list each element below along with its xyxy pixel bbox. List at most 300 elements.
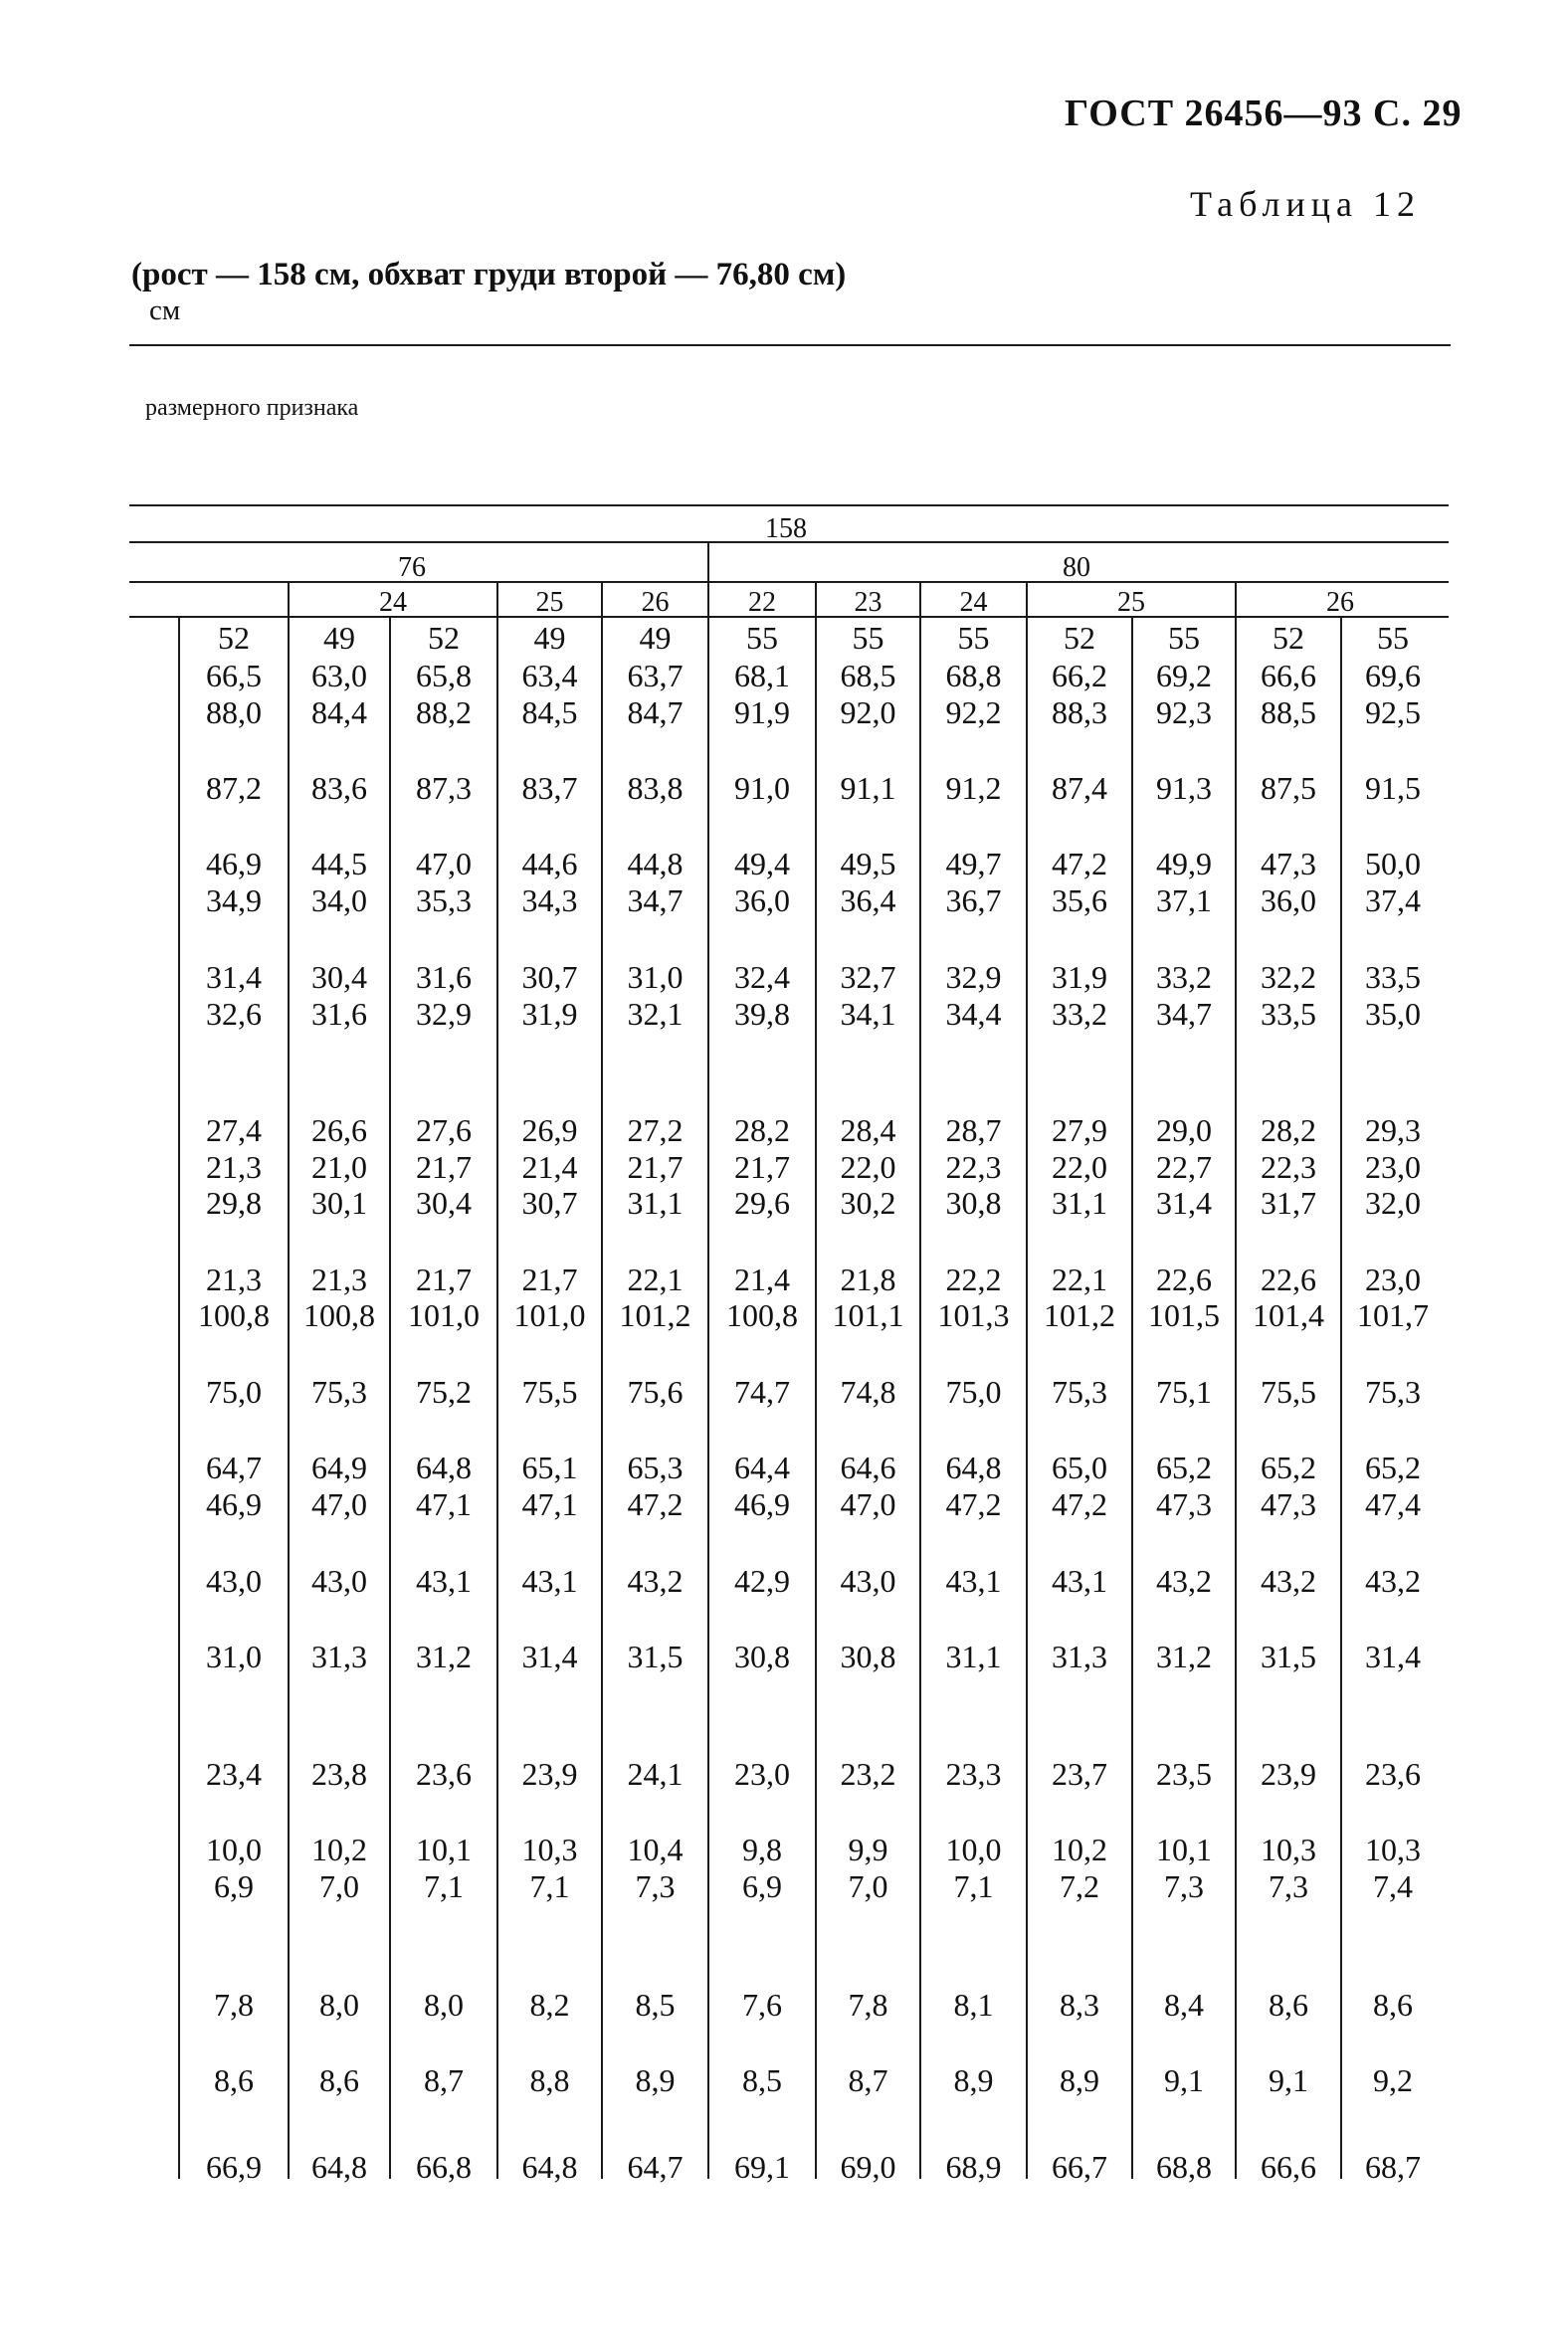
table-cell: 31,7 [1261, 1185, 1316, 1221]
table-cell: 88,2 [416, 694, 472, 730]
chest-header: 76 [398, 552, 426, 583]
table-cell: 31,0 [627, 959, 684, 995]
table-cell: 49,5 [840, 846, 896, 881]
table-cell: 43,1 [416, 1563, 472, 1599]
table-cell: 35,6 [1052, 882, 1107, 918]
table-cell: 64,8 [521, 2149, 578, 2185]
table-cell: 24,1 [627, 1756, 684, 1792]
table-cell: 23,6 [416, 1756, 472, 1792]
table-cell: 46,9 [734, 1486, 790, 1522]
table-cell: 101,4 [1253, 1297, 1324, 1333]
table-cell: 31,1 [1052, 1185, 1107, 1221]
table-cell: 9,8 [742, 1832, 782, 1867]
table-cell: 69,0 [840, 2149, 896, 2185]
table-cell: 31,0 [206, 1639, 262, 1674]
table-cell: 7,1 [424, 1868, 464, 1904]
table-cell: 21,7 [627, 1149, 684, 1185]
table-cell: 64,8 [416, 1450, 472, 1485]
table-cell: 22,3 [1261, 1149, 1316, 1185]
table-cell: 55 [746, 620, 778, 656]
table-cell: 22,3 [945, 1149, 1002, 1185]
table-cell: 31,4 [1365, 1639, 1421, 1674]
table-cell: 64,7 [206, 1450, 262, 1485]
table-cell: 23,2 [840, 1756, 896, 1792]
table-cell: 55 [957, 620, 990, 656]
table-cell: 33,5 [1261, 996, 1316, 1032]
table-cell: 23,6 [1365, 1756, 1421, 1792]
table-cell: 23,4 [206, 1756, 262, 1792]
table-cell: 8,5 [635, 1987, 676, 2023]
table-cell: 52 [1273, 620, 1304, 656]
table-cell: 44,8 [627, 846, 684, 881]
table-cell: 7,0 [848, 1868, 888, 1904]
table-cell: 28,4 [840, 1112, 896, 1148]
table-cell: 65,2 [1156, 1450, 1212, 1485]
table-cell: 8,0 [424, 1987, 464, 2023]
table-cell: 32,9 [945, 959, 1002, 995]
table-cell: 35,0 [1365, 996, 1421, 1032]
table-cell: 52 [218, 620, 250, 656]
table-cell: 46,9 [206, 1486, 262, 1522]
table-cell: 31,9 [1052, 959, 1107, 995]
table-cell: 22,6 [1261, 1262, 1316, 1297]
table-cell: 92,2 [945, 694, 1002, 730]
table-cell: 36,7 [945, 882, 1002, 918]
table-cell: 7,3 [635, 1868, 676, 1904]
table-cell: 68,7 [1365, 2149, 1421, 2185]
table-cell: 75,3 [1052, 1374, 1107, 1410]
table-cell: 66,6 [1261, 2149, 1316, 2185]
table-cell: 21,7 [416, 1149, 472, 1185]
table-cell: 28,2 [734, 1112, 790, 1148]
waist-header: 25 [535, 587, 564, 618]
table-cell: 7,4 [1373, 1868, 1413, 1904]
table-cell: 64,4 [734, 1450, 790, 1485]
table-cell: 87,2 [206, 770, 262, 806]
table-cell: 37,4 [1365, 882, 1421, 918]
table-cell: 31,9 [521, 996, 578, 1032]
table-cell: 32,1 [627, 996, 684, 1032]
table-cell: 66,5 [206, 658, 262, 693]
table-cell: 30,4 [416, 1185, 472, 1221]
table-cell: 65,2 [1365, 1450, 1421, 1485]
table-cell: 75,6 [627, 1374, 684, 1410]
table-cell: 10,3 [521, 1832, 578, 1867]
table-cell: 7,1 [953, 1868, 994, 1904]
table-cell: 31,5 [627, 1639, 684, 1674]
table-cell: 32,6 [206, 996, 262, 1032]
table-cell: 91,5 [1365, 770, 1421, 806]
table-cell: 32,4 [734, 959, 790, 995]
table-cell: 23,9 [521, 1756, 578, 1792]
table-cell: 10,3 [1261, 1832, 1316, 1867]
table-cell: 28,7 [945, 1112, 1002, 1148]
table-cell: 43,2 [627, 1563, 684, 1599]
table-cell: 36,4 [840, 882, 896, 918]
table-cell: 31,4 [1156, 1185, 1212, 1221]
table-cell: 31,6 [311, 996, 367, 1032]
height-header: 158 [765, 513, 807, 544]
table-cell: 83,6 [311, 770, 367, 806]
table-cell: 29,6 [734, 1185, 790, 1221]
table-cell: 30,7 [521, 959, 578, 995]
table-cell: 52 [428, 620, 460, 656]
table-cell: 8,1 [953, 1987, 994, 2023]
table-grid-lines [129, 505, 1449, 2179]
table-number-label: Таблица 12 [1190, 184, 1421, 224]
table-cell: 34,3 [521, 882, 578, 918]
table-cell: 34,7 [1156, 996, 1212, 1032]
table-cell: 43,1 [945, 1563, 1002, 1599]
table-cell: 28,2 [1261, 1112, 1316, 1148]
document-header: ГОСТ 26456—93 С. 29 [1065, 93, 1463, 134]
table-cell: 47,2 [1052, 1486, 1107, 1522]
table-cell: 23,9 [1261, 1756, 1316, 1792]
table-cell: 21,3 [206, 1149, 262, 1185]
table-cell: 91,1 [840, 770, 896, 806]
table-cell: 7,8 [848, 1987, 888, 2023]
table-cell: 21,7 [416, 1262, 472, 1297]
table-cell: 6,9 [214, 1868, 254, 1904]
waist-header: 24 [379, 587, 407, 618]
table-cell: 30,2 [840, 1185, 896, 1221]
table-cell: 23,0 [1365, 1149, 1421, 1185]
table-cell: 8,7 [424, 2062, 464, 2098]
table-cell: 31,2 [416, 1639, 472, 1674]
table-cell: 32,9 [416, 996, 472, 1032]
table-cell: 68,8 [1156, 2149, 1212, 2185]
table-cell: 47,2 [945, 1486, 1002, 1522]
table-cell: 49 [323, 620, 355, 656]
table-cell: 101,0 [513, 1297, 586, 1333]
waist-header: 26 [1326, 587, 1354, 618]
table-cell: 8,6 [1373, 1987, 1413, 2023]
table-cell: 49,7 [945, 846, 1002, 881]
waist-header: 22 [748, 587, 776, 618]
units-label: см [149, 294, 181, 326]
table-cell: 75,5 [521, 1374, 578, 1410]
table-cell: 43,0 [311, 1563, 367, 1599]
table-cell: 8,9 [953, 2062, 994, 2098]
table-cell: 47,1 [416, 1486, 472, 1522]
table-cell: 75,2 [416, 1374, 472, 1410]
table-cell: 29,3 [1365, 1112, 1421, 1148]
table-cell: 64,9 [311, 1450, 367, 1485]
table-cell: 87,4 [1052, 770, 1107, 806]
table-cell: 34,1 [840, 996, 896, 1032]
table-cell: 92,0 [840, 694, 896, 730]
table-cell: 8,4 [1164, 1987, 1204, 2023]
table-cell: 30,1 [311, 1185, 367, 1221]
table-cell: 22,7 [1156, 1149, 1212, 1185]
table-cell: 47,0 [840, 1486, 896, 1522]
table-cell: 66,2 [1052, 658, 1107, 693]
table-cell: 31,3 [1052, 1639, 1107, 1674]
table-cell: 9,1 [1269, 2062, 1308, 2098]
table-cell: 43,1 [521, 1563, 578, 1599]
table-cell: 47,3 [1261, 1486, 1316, 1522]
table-cell: 69,6 [1365, 658, 1421, 693]
table-cell: 7,1 [529, 1868, 570, 1904]
table-cell: 42,9 [734, 1563, 790, 1599]
table-cell: 34,0 [311, 882, 367, 918]
table-cell: 10,0 [945, 1832, 1002, 1867]
table-cell: 10,3 [1365, 1832, 1421, 1867]
table-cell: 31,1 [945, 1639, 1002, 1674]
table-cell: 21,8 [840, 1262, 896, 1297]
table-cell: 88,3 [1052, 694, 1107, 730]
table-cell: 75,3 [311, 1374, 367, 1410]
table-cell: 8,0 [319, 1987, 359, 2023]
table-cell: 101,2 [1044, 1297, 1115, 1333]
table-cell: 21,7 [734, 1149, 790, 1185]
table-cell: 32,2 [1261, 959, 1316, 995]
table-cell: 83,8 [627, 770, 684, 806]
table-cell: 75,3 [1365, 1374, 1421, 1410]
table-cell: 23,0 [1365, 1262, 1421, 1297]
table-cell: 68,5 [840, 658, 896, 693]
table-cell: 87,3 [416, 770, 472, 806]
table-cell: 63,0 [311, 658, 367, 693]
table-cell: 63,7 [627, 658, 684, 693]
table-cell: 75,1 [1156, 1374, 1212, 1410]
table-cell: 7,3 [1269, 1868, 1308, 1904]
table-cell: 101,0 [408, 1297, 480, 1333]
table-cell: 33,2 [1052, 996, 1107, 1032]
table-cell: 23,8 [311, 1756, 367, 1792]
table-cell: 65,3 [627, 1450, 684, 1485]
table-cell: 50,0 [1365, 846, 1421, 881]
table-cell: 8,6 [214, 2062, 254, 2098]
table-cell: 49 [533, 620, 566, 656]
table-cell: 39,8 [734, 996, 790, 1032]
table-cell: 34,7 [627, 882, 684, 918]
table-cell: 8,5 [742, 2062, 782, 2098]
table-cell: 49,9 [1156, 846, 1212, 881]
table-cell: 31,2 [1156, 1639, 1212, 1674]
table-cell: 43,0 [206, 1563, 262, 1599]
table-cell: 10,0 [206, 1832, 262, 1867]
table-cell: 10,1 [416, 1832, 472, 1867]
table-cell: 43,0 [840, 1563, 896, 1599]
table-cell: 8,7 [848, 2062, 888, 2098]
table-cell: 30,4 [311, 959, 367, 995]
table-cell: 34,4 [945, 996, 1002, 1032]
table-cell: 23,5 [1156, 1756, 1212, 1792]
table-cell: 66,9 [206, 2149, 262, 2185]
table-cell: 92,5 [1365, 694, 1421, 730]
table-cell: 32,7 [840, 959, 896, 995]
table-cell: 75,5 [1261, 1374, 1316, 1410]
table-cell: 7,0 [319, 1868, 359, 1904]
table-cell: 43,2 [1261, 1563, 1316, 1599]
table-cell: 29,8 [206, 1185, 262, 1221]
table-cell: 30,8 [840, 1639, 896, 1674]
table-cell: 101,5 [1148, 1297, 1220, 1333]
table-cell: 66,7 [1052, 2149, 1107, 2185]
table-cell: 27,6 [416, 1112, 472, 1148]
table-cell: 8,2 [529, 1987, 570, 2023]
table-cell: 84,4 [311, 694, 367, 730]
table-cell: 34,9 [206, 882, 262, 918]
table-cell: 66,8 [416, 2149, 472, 2185]
table-cell: 49,4 [734, 846, 790, 881]
table-cell: 22,6 [1156, 1262, 1212, 1297]
table-cell: 74,8 [840, 1374, 896, 1410]
table-cell: 47,3 [1156, 1486, 1212, 1522]
table-cell: 23,3 [945, 1756, 1002, 1792]
waist-header: 25 [1117, 587, 1145, 618]
table-cell: 21,4 [734, 1262, 790, 1297]
table-cell: 43,2 [1156, 1563, 1212, 1599]
table-cell: 66,6 [1261, 658, 1316, 693]
table-cell: 75,0 [945, 1374, 1002, 1410]
table-cell: 22,1 [627, 1262, 684, 1297]
table-cell: 23,7 [1052, 1756, 1107, 1792]
table-cell: 33,5 [1365, 959, 1421, 995]
table-cell: 65,2 [1261, 1450, 1316, 1485]
table-cell: 88,5 [1261, 694, 1316, 730]
table-cell: 31,4 [206, 959, 262, 995]
table-cell: 7,3 [1164, 1868, 1204, 1904]
table-cell: 21,4 [521, 1149, 578, 1185]
waist-header: 24 [959, 587, 988, 618]
table-cell: 91,2 [945, 770, 1002, 806]
table-cell: 27,4 [206, 1112, 262, 1148]
table-cell: 101,7 [1357, 1297, 1429, 1333]
table-cell: 65,8 [416, 658, 472, 693]
table-cell: 32,0 [1365, 1185, 1421, 1221]
table-cell: 31,6 [416, 959, 472, 995]
table-cell: 69,2 [1156, 658, 1212, 693]
table-cell: 49 [639, 620, 672, 656]
table-cell: 74,7 [734, 1374, 790, 1410]
table-cell: 36,0 [1261, 882, 1316, 918]
table-cell: 23,0 [734, 1756, 790, 1792]
table-cell: 10,1 [1156, 1832, 1212, 1867]
table-cell: 47,0 [311, 1486, 367, 1522]
table-cells [198, 513, 1429, 2185]
table-cell: 64,8 [311, 2149, 367, 2185]
table-cell: 101,2 [619, 1297, 691, 1333]
table-cell: 64,7 [627, 2149, 684, 2185]
table-cell: 30,8 [945, 1185, 1002, 1221]
table-cell: 46,9 [206, 846, 262, 881]
feature-column-label: размерного признака [145, 395, 359, 421]
table-cell: 47,0 [416, 846, 472, 881]
table-cell: 10,4 [627, 1832, 684, 1867]
table-cell: 36,0 [734, 882, 790, 918]
table-cell: 63,4 [521, 658, 578, 693]
table-cell: 55 [1377, 620, 1409, 656]
table-cell: 47,4 [1365, 1486, 1421, 1522]
table-cell: 22,1 [1052, 1262, 1107, 1297]
waist-header: 23 [854, 587, 882, 618]
table-cell: 101,1 [832, 1297, 904, 1333]
table-cell: 47,3 [1261, 846, 1316, 881]
table-cell: 91,3 [1156, 770, 1212, 806]
table-cell: 55 [852, 620, 884, 656]
table-cell: 26,9 [521, 1112, 578, 1148]
table-cell: 30,8 [734, 1639, 790, 1674]
table-cell: 21,3 [206, 1262, 262, 1297]
table-cell: 100,8 [303, 1297, 375, 1333]
table-cell: 69,1 [734, 2149, 790, 2185]
table-cell: 10,2 [1052, 1832, 1107, 1867]
table-cell: 68,9 [945, 2149, 1002, 2185]
table-cell: 52 [1064, 620, 1095, 656]
table-cell: 31,3 [311, 1639, 367, 1674]
table-cell: 87,5 [1261, 770, 1316, 806]
table-cell: 26,6 [311, 1112, 367, 1148]
table-cell: 8,8 [529, 2062, 570, 2098]
table-cell: 9,1 [1164, 2062, 1204, 2098]
table-cell: 21,7 [521, 1262, 578, 1297]
table-cell: 101,3 [937, 1297, 1010, 1333]
table-cell: 7,8 [214, 1987, 254, 2023]
table-cell: 65,0 [1052, 1450, 1107, 1485]
table-cell: 55 [1168, 620, 1200, 656]
table-cell: 21,0 [311, 1149, 367, 1185]
table-cell: 27,9 [1052, 1112, 1107, 1148]
table-cell: 31,5 [1261, 1639, 1316, 1674]
table-cell: 21,3 [311, 1262, 367, 1297]
table-cell: 64,6 [840, 1450, 896, 1485]
table-cell: 47,2 [1052, 846, 1107, 881]
table-cell: 29,0 [1156, 1112, 1212, 1148]
table-cell: 22,0 [1052, 1149, 1107, 1185]
table-cell: 92,3 [1156, 694, 1212, 730]
table-cell: 33,2 [1156, 959, 1212, 995]
table-cell: 88,0 [206, 694, 262, 730]
table-cell: 44,5 [311, 846, 367, 881]
table-cell: 22,2 [945, 1262, 1002, 1297]
table-cell: 37,1 [1156, 882, 1212, 918]
table-cell: 83,7 [521, 770, 578, 806]
table-cell: 68,1 [734, 658, 790, 693]
table-cell: 8,3 [1060, 1987, 1099, 2023]
table-cell: 91,0 [734, 770, 790, 806]
table-cell: 75,0 [206, 1374, 262, 1410]
table-cell: 7,6 [742, 1987, 782, 2023]
table-cell: 44,6 [521, 846, 578, 881]
table-cell: 8,9 [635, 2062, 676, 2098]
table-cell: 43,1 [1052, 1563, 1107, 1599]
table-cell: 47,2 [627, 1486, 684, 1522]
table-cell: 22,0 [840, 1149, 896, 1185]
waist-header: 26 [641, 587, 670, 618]
table-cell: 31,1 [627, 1185, 684, 1221]
table-cell: 6,9 [742, 1868, 782, 1904]
table-cell: 47,1 [521, 1486, 578, 1522]
table-cell: 91,9 [734, 694, 790, 730]
table-cell: 68,8 [945, 658, 1002, 693]
table-title: (рост — 158 см, обхват груди второй — 76,80 см) [131, 257, 847, 292]
table-cell: 9,2 [1373, 2062, 1413, 2098]
table-cell: 100,8 [726, 1297, 798, 1333]
table-cell: 43,2 [1365, 1563, 1421, 1599]
table-cell: 30,7 [521, 1185, 578, 1221]
table-cell: 64,8 [945, 1450, 1002, 1485]
table-cell: 100,8 [198, 1297, 270, 1333]
table-cell: 31,4 [521, 1639, 578, 1674]
table-cell: 65,1 [521, 1450, 578, 1485]
table-cell: 10,2 [311, 1832, 367, 1867]
table-cell: 8,9 [1060, 2062, 1099, 2098]
table-cell: 84,5 [521, 694, 578, 730]
table-cell: 9,9 [848, 1832, 888, 1867]
table-cell: 35,3 [416, 882, 472, 918]
